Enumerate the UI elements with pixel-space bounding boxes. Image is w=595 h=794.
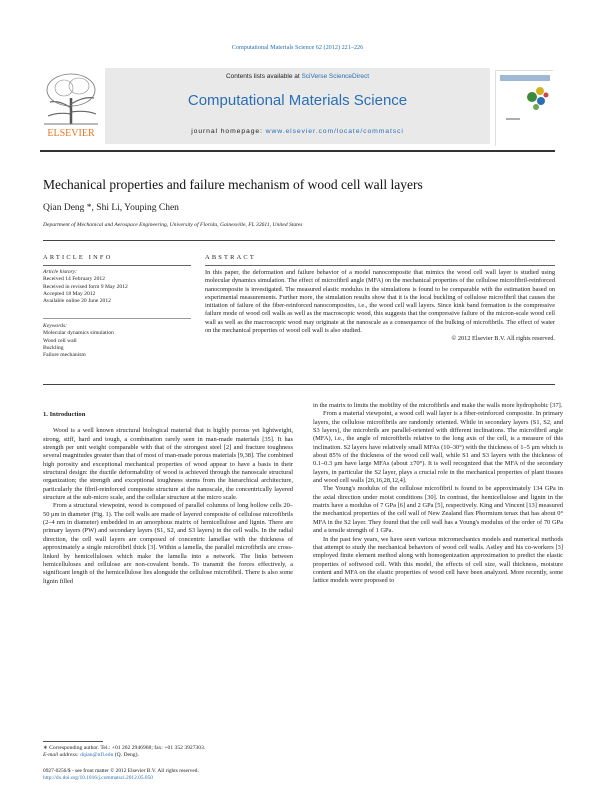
body-column-left — [43, 411, 293, 586]
introduction-heading: 1. Introduction — [43, 411, 86, 418]
section-divider-top — [43, 240, 555, 241]
abstract-heading: ABSTRACT — [205, 254, 256, 261]
sciencedirect-link[interactable]: SciVerse ScienceDirect — [301, 73, 370, 80]
article-history-label: Article history: — [43, 269, 78, 275]
front-matter — [43, 768, 293, 782]
abstract-text: In this paper, the deformation and failure behavior of a model nanocomposite that mimics the wood cell wall layer is studied using molecular dynamics simulation. The effect of microfibril angle (MFA) on the mechanical properties of the cellulose microfibril-reinforced nanocomposite is investigated. The measured elastic modulus in the simulations is found to be comparable with the estimation based on experimental measurements. Further more, the simulation results show that it is the local buckling of cellulose microfibril that causes the initiation of failure of the fiber-reinforced nanocomposites, i.e., the wood cell wall layers. Since kink band formation is the compressive failure mode of wood cell walls as well as the macroscopic wood, this suggests that the compressive failure of the micron-scale wood cell wall as well as the macroscopic wood may originate at the nanoscale as a consequence of the bulking of microfibrils. The effect of water on the mechanical properties of wood cell wall is also studied. — [205, 269, 555, 335]
journal-homepage — [105, 128, 490, 135]
keyword-item: Molecular dynamics simulation — [43, 330, 114, 337]
abstract-divider — [205, 265, 555, 266]
issn-note: 0927-0256/$ - see front matter © 2012 Elsevier B.V. All rights reserved. — [43, 768, 199, 774]
keyword-item: Failure mechanism — [43, 352, 86, 359]
keywords-label: Keywords: — [43, 323, 68, 329]
author-affiliation: Department of Mechanical and Aerospace Engineering, University of Florida, Gainesville, FL 32611, United States — [43, 222, 303, 228]
email-label: E-mail address: — [43, 752, 81, 758]
journal-citation[interactable]: Computational Materials Science 62 (2012) 221–226 — [231, 44, 364, 51]
body-paragraph: The Young's modulus of the cellulose microfibril is found to be approximately 134 GPa in the axial direction under moist conditions [30]. In contrast, the hemicellulose and lignin in the matrix have a modulus of 7 GPa [6] and 2 GPa [5], respectively. King and Vincent [13] measured the mechanical properties of the cell wall of New Zealand flax Phormium tenax that has about 0° MFA in the S2 layer. They found that the cell wall has a Young's modulus of the order of 70 GPa and a tensile strength of 1 GPa. — [313, 485, 563, 535]
body-paragraph: In the past few years, we have seen various micromechanics models and numerical methods that attempt to study the mechanical behaviors of wood cell walls. Astley and his co-workers [3] employed finite element method along with homogenization approximation to predict the elastic properties of softwood cell. With this model, the effects of cell size, wall thickness, moisture content and MFA on the elastic properties of wood cell have been analyzed. More recently, some lattice models were proposed to — [313, 535, 563, 585]
email-note — [43, 752, 293, 759]
author-list[interactable]: Qian Deng *, Shi Li, Youping Chen — [43, 203, 179, 213]
body-paragraph: From a structural viewpoint, wood is composed of parallel columns of long hollow cells 20–50 μm in diameter (Fig. 1). The cell walls are made of layered composite of cellulose microfibrils (2–4 nm in diameter) embedded in an amorphous matrix of hemicellulose and lignin. There are primary layers (PW) and secondary layers (S1, S2, and S3 layers) in the cell walls. In the radial direction, the cell wall layers are composed of concentric lamellae with the thickness of approximately a single microfibril thick [3]. Within a lamella, the parallel microfibrils are cross-linked by hemicelluloses which make the lamella into a network. The links between hemicelluloses and cellulose are non-covalent bonds. To transmit the forces effectively, a significant length of the hemicellulose lies alongside the cellulose microfibril. There is also some lignin filled — [43, 502, 293, 585]
body-column-right — [313, 402, 563, 586]
copyright-notice: © 2012 Elsevier B.V. All rights reserved. — [451, 335, 555, 343]
history-received: Received 14 February 2012 — [43, 276, 105, 283]
keyword-list — [43, 323, 191, 359]
article-title: Mechanical properties and failure mechanism of wood cell wall layers — [43, 177, 423, 192]
journal-cover-thumbnail[interactable] — [495, 70, 553, 146]
keyword-item: Buckling — [43, 344, 64, 351]
article-info-divider — [43, 265, 191, 266]
section-divider-bottom — [43, 384, 555, 385]
article-history — [43, 269, 191, 305]
body-paragraph: in the matrix to limits the mobility of the microfibrils and make the walls more hydrophobic [37]. — [313, 402, 563, 409]
history-revised: Received in revised form 9 May 2012 — [43, 283, 128, 290]
history-online: Available online 20 June 2012 — [43, 298, 111, 305]
keyword-item: Wood cell wall — [43, 337, 77, 344]
body-paragraph: From a material viewpoint, a wood cell wall layer is a fiber-reinforced composite. In primary layers, the cellulose microfibrils are randomly oriented. While in secondary layers (S1, S2, and S3 layers), the microbrils are parallel-oriented with different inclinations. The microfibril angle (MFA), i.e., the angle of microfibrils relative to the long axis of the cell, is a measure of this inclination. S2 layers have relatively small MFAs (10–30°) with the thickness of 1–5 μm which is about 85% of the thickness of the wood cell wall, while S1 and S3 layers with the thickness of 0.1–0.3 μm have large MFAs (about ±70°). It is well recognized that the MFA of the secondary layers, in particular the S2 layer, plays a crucial role in the mechanical properties of plant tissues and wood cell walls [26,16,28,12,4]. — [313, 410, 563, 485]
doi-link[interactable]: http://dx.doi.org/10.1016/j.commatsci.2012.05.050 — [43, 775, 153, 781]
contents-availability — [105, 73, 490, 80]
homepage-link[interactable]: www.elsevier.com/locate/commatsci — [265, 128, 404, 135]
elsevier-logo[interactable] — [40, 68, 102, 140]
email-link[interactable]: dqian@ufl.edu — [80, 752, 114, 758]
journal-cover-image — [496, 71, 554, 147]
history-accepted: Accepted 18 May 2012 — [43, 290, 96, 297]
article-info-heading: ARTICLE INFO — [43, 254, 113, 261]
footnotes — [43, 745, 293, 759]
journal-title[interactable]: Computational Materials Science — [187, 92, 408, 109]
keywords-divider — [43, 318, 191, 319]
header-divider — [40, 150, 555, 152]
elsevier-wordmark: ELSEVIER — [47, 128, 95, 139]
elsevier-tree-icon — [40, 68, 102, 140]
contents-prefix: Contents lists available at — [225, 73, 302, 80]
corresponding-author-note: ∗ Corresponding author. Tel.: +01 202 2946968; fax: +01 352 3927303. — [43, 745, 206, 751]
abstract-body — [205, 269, 555, 344]
body-paragraph: Wood is a well known structural biological material that is highly porous yet lightweight, strong, stiff, hard and tough, a combination rarely seen in man-made materials [35]. It has strength per unit weight comparable with that of the strongest steel [2] and fracture toughness several magnitudes greater than that of most of man-made porous materials [9,38]. The combined high porosity and exceptional mechanical properties of wood appear to have a basis in their structural design: the ductile deformability of wood is achieved through the nanoscale structural organization; the strength and exceptional toughness stems from the hierarchical architecture, particularly the fibril-reinforced composite structure at the nanoscale, the concentrically layered structure at the sub-micro scale, and the cellular structure at the micro scale. — [43, 427, 293, 502]
footnote-divider — [43, 741, 103, 742]
email-suffix: (Q. Deng). — [113, 752, 139, 758]
homepage-label: journal homepage: — [191, 128, 266, 135]
